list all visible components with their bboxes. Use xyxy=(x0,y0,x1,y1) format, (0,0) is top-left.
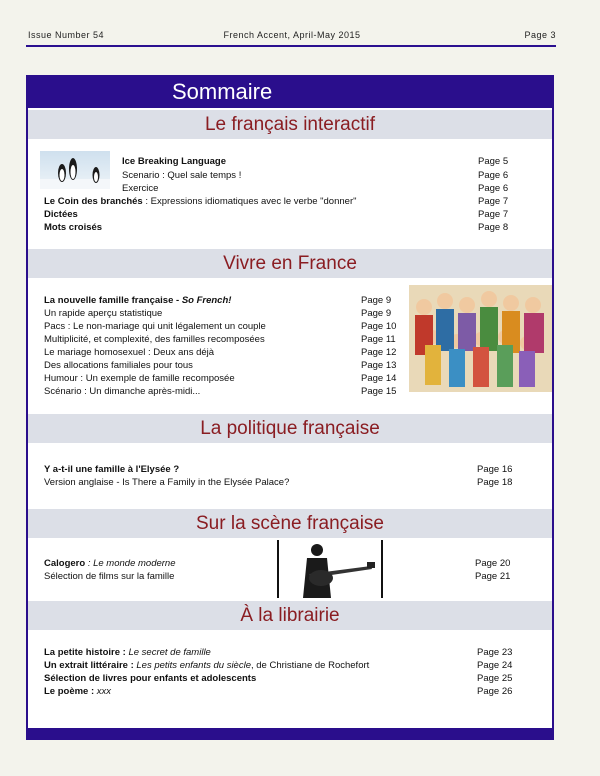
entry-text: Sélection de films sur la famille xyxy=(44,571,175,582)
entry-page: Page 7 xyxy=(478,209,509,220)
entry-bold: Le poème : xyxy=(44,686,95,697)
bottom-bar xyxy=(28,728,552,738)
entry-scenario-dimanche[interactable] xyxy=(44,386,200,397)
entry-italic: So French! xyxy=(181,295,232,306)
entry-text: Multiplicité, et complexité, des familles recomposées xyxy=(44,334,265,345)
entry-allocations[interactable] xyxy=(44,360,193,371)
entry-famille-elysee[interactable] xyxy=(44,464,179,475)
entry-page: Page 11 xyxy=(361,334,396,345)
page-header xyxy=(28,28,556,44)
entry-multiplicite[interactable] xyxy=(44,334,265,345)
entry-extrait-litteraire[interactable] xyxy=(44,660,369,671)
entry-bold: La nouvelle famille française - xyxy=(44,295,182,306)
entry-text: , de Christiane de Rochefort xyxy=(251,660,370,671)
section-heading-scene: Sur la scène française xyxy=(28,509,552,538)
entry-bold: Ice Breaking Language xyxy=(122,156,227,167)
entry-bold: Mots croisés xyxy=(44,222,103,233)
entry-mariage-homosexuel[interactable] xyxy=(44,347,214,358)
entry-page: Page 26 xyxy=(477,686,513,697)
contents-frame xyxy=(26,75,554,740)
entry-dictees[interactable] xyxy=(44,209,78,220)
entry-text: Scenario : Quel sale temps ! xyxy=(122,170,242,181)
entry-calogero[interactable] xyxy=(44,558,176,569)
entry-exercice[interactable] xyxy=(122,183,158,194)
family-illustration xyxy=(409,285,552,392)
entry-page: Page 16 xyxy=(477,464,513,475)
entry-bold: Calogero xyxy=(44,558,86,569)
section-heading-politique: La politique française xyxy=(28,414,552,443)
entry-italic: xxx xyxy=(94,686,112,697)
entry-bold: Sélection de livres pour enfants et adolescents xyxy=(44,673,257,684)
entry-page: Page 6 xyxy=(478,170,509,181)
entry-version-anglaise[interactable] xyxy=(44,477,289,488)
entry-text: Des allocations familiales pour tous xyxy=(44,360,193,371)
entry-page: Page 23 xyxy=(477,647,513,658)
entry-italic: Les petits enfants du siècle xyxy=(133,660,251,671)
section-heading-francais-interactif: Le français interactif xyxy=(28,110,552,139)
entry-apercu-statistique[interactable] xyxy=(44,308,162,319)
guitarist-photo xyxy=(277,540,383,598)
entry-text: Scénario : Un dimanche après-midi... xyxy=(44,386,201,397)
entry-humour[interactable] xyxy=(44,373,235,384)
entry-page: Page 21 xyxy=(475,571,511,582)
entry-bold: Le Coin des branchés xyxy=(44,196,143,207)
entry-page: Page 15 xyxy=(361,386,397,397)
entry-page: Page 9 xyxy=(361,308,392,319)
entry-page: Page 9 xyxy=(361,295,392,306)
entry-page: Page 24 xyxy=(477,660,513,671)
entry-mots-croises[interactable] xyxy=(44,222,102,233)
entry-text: Un rapide aperçu statistique xyxy=(44,308,163,319)
entry-poeme[interactable] xyxy=(44,686,111,697)
publication-title: French Accent, April-May 2015 xyxy=(223,30,361,40)
penguins-image xyxy=(40,151,110,189)
entry-bold: Y a-t-il une famille à l'Elysée ? xyxy=(44,464,180,475)
entry-page: Page 10 xyxy=(361,321,397,332)
entry-text: Version anglaise - Is There a Family in the Elysée Palace? xyxy=(44,477,290,488)
page-number: Page 3 xyxy=(524,30,556,40)
entry-page: Page 5 xyxy=(478,156,509,167)
entry-text: Pacs : Le non-mariage qui unit légalement un couple xyxy=(44,321,266,332)
entry-bold: La petite histoire : xyxy=(44,647,126,658)
section-heading-librairie: À la librairie xyxy=(28,601,552,630)
entry-nouvelle-famille[interactable] xyxy=(44,295,231,306)
entry-page: Page 12 xyxy=(361,347,397,358)
header-rule xyxy=(26,45,556,47)
entry-petite-histoire[interactable] xyxy=(44,647,211,658)
issue-number: Issue Number 54 xyxy=(28,30,105,40)
entry-page: Page 20 xyxy=(475,558,511,569)
entry-page: Page 13 xyxy=(361,360,397,371)
entry-pacs[interactable] xyxy=(44,321,266,332)
entry-coin-des-branches[interactable] xyxy=(44,196,356,207)
section-heading-vivre-en-france: Vivre en France xyxy=(28,249,552,278)
entry-page: Page 8 xyxy=(478,222,509,233)
entry-scenario[interactable] xyxy=(122,170,241,181)
entry-page: Page 6 xyxy=(478,183,509,194)
entry-text: Exercice xyxy=(122,183,159,194)
page-title: Sommaire xyxy=(172,79,273,104)
entry-page: Page 25 xyxy=(477,673,513,684)
entry-page: Page 7 xyxy=(478,196,509,207)
entry-text: : Expressions idiomatiques avec le verbe "donner" xyxy=(142,196,357,207)
entry-bold: Un extrait littéraire : xyxy=(44,660,134,671)
entry-selection-films[interactable] xyxy=(44,571,174,582)
entry-page: Page 18 xyxy=(477,477,513,488)
entry-text: Humour : Un exemple de famille recomposée xyxy=(44,373,235,384)
entry-bold: Dictées xyxy=(44,209,78,220)
entry-text: Le mariage homosexuel : Deux ans déjà xyxy=(44,347,215,358)
title-bar xyxy=(28,77,552,108)
entry-page: Page 14 xyxy=(361,373,397,384)
entry-ice-breaking[interactable] xyxy=(122,156,226,167)
entry-italic: Le secret de famille xyxy=(125,647,211,658)
entry-selection-livres[interactable] xyxy=(44,673,256,684)
entry-italic: : Le monde moderne xyxy=(85,558,176,569)
